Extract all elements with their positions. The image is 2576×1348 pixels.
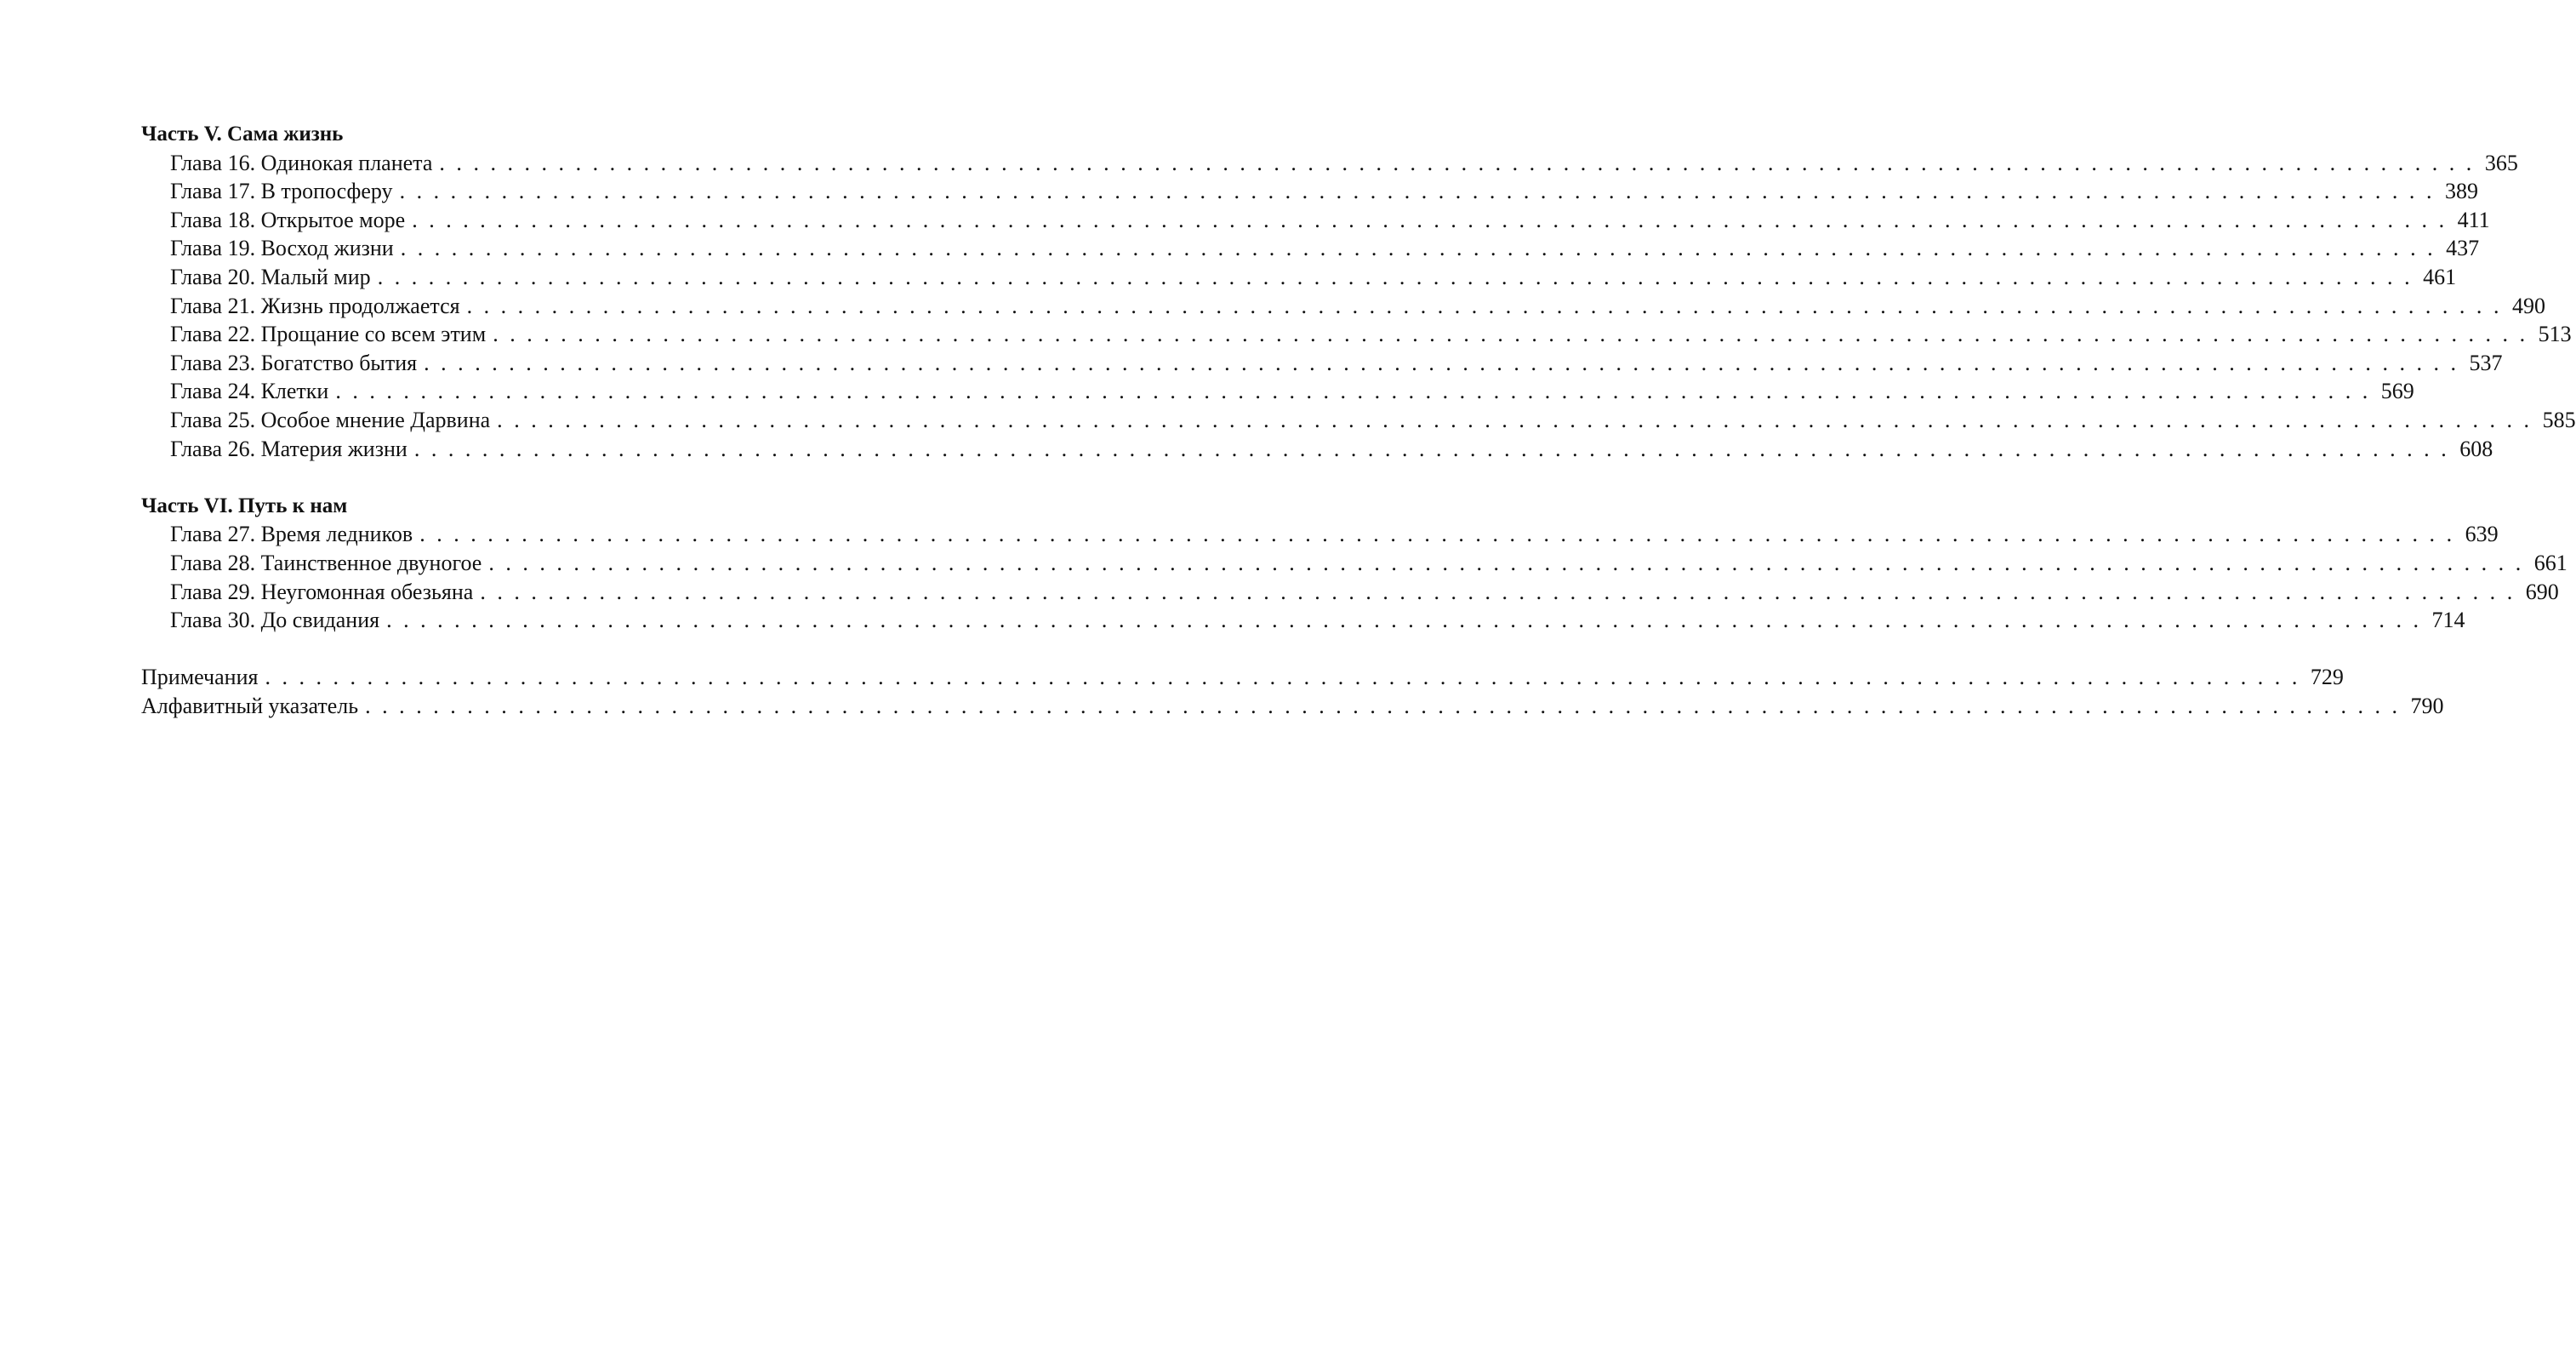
toc-entry[interactable]: [141, 149, 2518, 178]
toc-entry-title: Глава 28. Таинственное двуногое: [170, 550, 482, 575]
section-spacer: [141, 463, 750, 492]
toc-entry-title: Глава 24. Клетки: [170, 379, 329, 404]
toc-entry[interactable]: [141, 177, 2478, 206]
dot-leader: ........................................................................................................................: [493, 322, 2537, 347]
toc-entry[interactable]: [141, 320, 2572, 349]
toc-entry-page: 537: [2469, 350, 2503, 375]
toc-entry-page: 490: [2511, 293, 2545, 318]
toc-entry[interactable]: [141, 406, 2576, 435]
dot-leader: ........................................................................................................................: [439, 150, 2483, 175]
toc-entry-page: 365: [2484, 150, 2518, 175]
toc-entry[interactable]: [141, 263, 2457, 292]
dot-leader: ........................................................................................................................: [412, 207, 2456, 232]
toc-entry-page: 389: [2444, 179, 2478, 204]
toc-entry-title: Глава 29. Неугомонная обезьяна: [170, 579, 474, 604]
toc-entry[interactable]: [141, 692, 2444, 721]
toc-entry[interactable]: [141, 377, 2414, 406]
dot-leader: ........................................................................................................................: [413, 436, 2459, 461]
part-heading: Часть V. Сама жизнь: [141, 123, 344, 146]
dot-leader: ........................................................................................................................: [419, 522, 2464, 547]
toc-entry-page: 461: [2423, 264, 2457, 289]
dot-leader: ........................................................................................................................: [480, 579, 2524, 604]
toc-entry-page: 608: [2459, 436, 2493, 461]
toc-entry-title: Глава 30. До свидания: [170, 608, 380, 633]
section-spacer: [141, 635, 750, 664]
toc-entry-title: Алфавитный указатель: [141, 693, 359, 718]
toc-entry-title: Глава 20. Малый мир: [170, 264, 371, 289]
dot-leader: ........................................................................................................................: [488, 550, 2533, 575]
toc-entry[interactable]: [141, 349, 2503, 378]
toc-entry-page: 714: [2431, 608, 2465, 633]
dot-leader: ........................................................................................................................: [386, 608, 2431, 633]
toc-entry[interactable]: [141, 292, 2545, 321]
toc-entry-title: Глава 21. Жизнь продолжается: [170, 293, 460, 318]
toc-entry-title: Глава 26. Материя жизни: [170, 436, 407, 461]
toc-entry-title: Глава 19. Восход жизни: [170, 236, 394, 261]
toc-entry-title: Глава 18. Открытое море: [170, 207, 406, 232]
toc-entry[interactable]: [141, 520, 2499, 549]
toc-entry-page: 411: [2457, 207, 2490, 232]
toc-entry[interactable]: [141, 663, 2344, 692]
toc-entry-page: 569: [2380, 379, 2414, 404]
part-heading: Часть VI. Путь к нам: [141, 494, 348, 517]
table-of-contents: [141, 120, 2576, 720]
toc-entry[interactable]: [141, 234, 2480, 263]
toc-entry-page: 729: [2310, 665, 2344, 690]
toc-entry[interactable]: [141, 606, 2465, 635]
toc-entry[interactable]: [141, 578, 2559, 607]
toc-entry-page: 790: [2410, 693, 2444, 718]
toc-entry-page: 437: [2446, 236, 2480, 261]
toc-entry-title: Глава 25. Особое мнение Дарвина: [170, 407, 491, 432]
toc-entry-title: Глава 27. Время ледников: [170, 522, 413, 547]
toc-entry-title: Примечания: [141, 665, 259, 690]
toc-entry-title: Глава 23. Богатство бытия: [170, 350, 418, 375]
toc-entry-title: Глава 22. Прощание со всем этим: [170, 322, 487, 347]
toc-entry[interactable]: [141, 206, 2490, 235]
dot-leader: ........................................................................................................................: [424, 350, 2468, 375]
toc-entry-page: 639: [2465, 522, 2499, 547]
toc-entry-page: 690: [2525, 579, 2559, 604]
toc-entry-title: Глава 17. В тропосферу: [170, 179, 393, 204]
toc-entry[interactable]: [141, 549, 2567, 578]
dot-leader: ........................................................................................................................: [400, 236, 2445, 261]
toc-entry-page: 661: [2533, 550, 2567, 575]
dot-leader: ........................................................................................................................: [466, 293, 2510, 318]
dot-leader: ........................................................................................................................: [335, 379, 2379, 404]
dot-leader: ........................................................................................................................: [497, 407, 2541, 432]
toc-entry-page: 513: [2538, 322, 2572, 347]
dot-leader: ........................................................................................................................: [399, 179, 2443, 204]
dot-leader: ........................................................................................................................: [265, 665, 2309, 690]
toc-entry-title: Глава 16. Одинокая планета: [170, 150, 433, 175]
toc-entry-page: 585: [2542, 407, 2576, 432]
dot-leader: ........................................................................................................................: [377, 264, 2422, 289]
dot-leader: ........................................................................................................................: [365, 693, 2409, 718]
toc-entry[interactable]: [141, 435, 2493, 464]
